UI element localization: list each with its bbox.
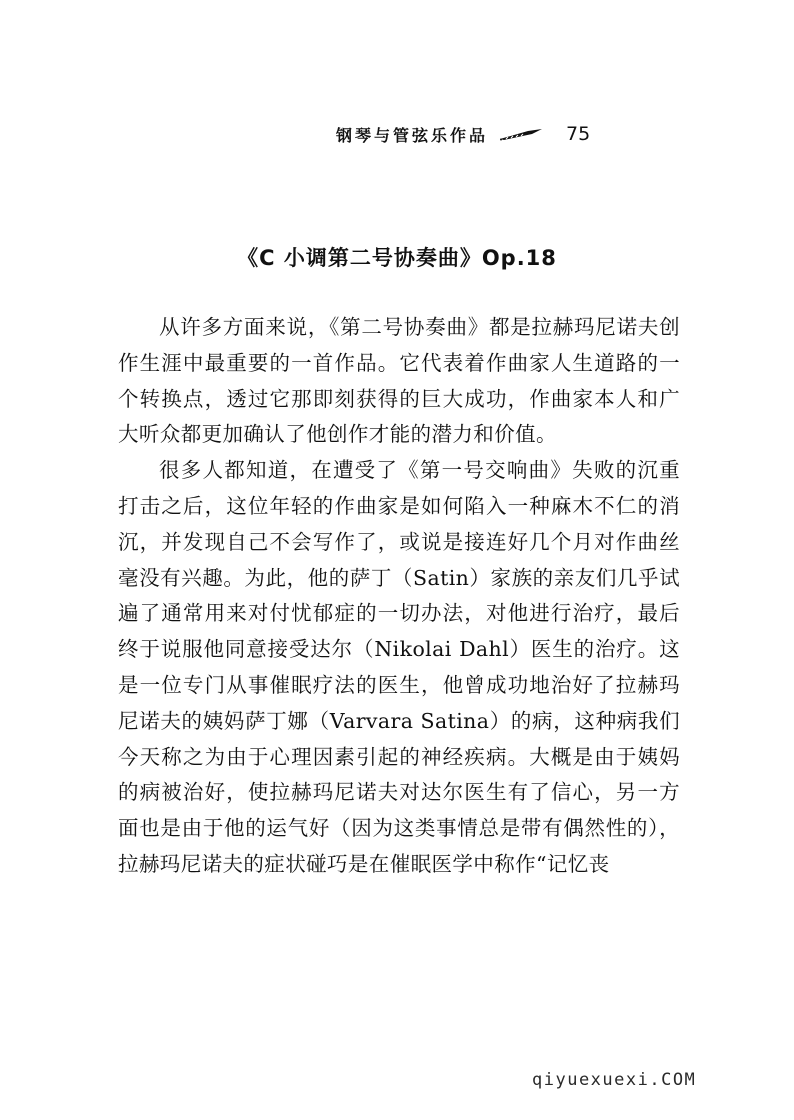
site-watermark: qiyuexuexi.COM [532, 1070, 697, 1090]
body-text [118, 310, 680, 883]
paragraph-1: 从许多方面来说，《第二号协奏曲》都是拉赫玛尼诺夫创作生涯中最重要的一首作品。它代表着作曲家人生道路的一个转换点，透过它那即刻获得的巨大成功，作曲家本人和广大听众都更加确认了他创作才能的潜力和价值。 [118, 315, 680, 447]
running-header-title: 钢琴与管弦乐作品 [336, 125, 489, 145]
pen-nib-icon [498, 127, 546, 141]
paragraph-2: 很多人都知道，在遭受了《第一号交响曲》失败的沉重打击之后，这位年轻的作曲家是如何陷入一种麻木不仁的消沉，并发现自己不会写作了，或说是接连好几个月对作曲丝毫没有兴趣。为此，他的萨丁（Satin）家族的亲友们几乎试遍了通常用来对付忧郁症的一切办法，对他进行治疗，最后终于说服他同意接受达尔（Nikolai Dahl）医生的治疗。这是一位专门从事催眠疗法的医生，他曾成功地治好了拉赫玛尼诺夫的姨妈萨丁娜（Varvara Satina）的病，这种病我们今天称之为由于心理因素引起的神经疾病。大概是由于姨妈的病被治好，使拉赫玛尼诺夫对达尔医生有了信心，另一方面也是由于他的运气好（因为这类事情总是带有偶然性的），拉赫玛尼诺夫的症状碰巧是在催眠医学中称作“记忆丧 [118, 458, 680, 876]
page-number: 75 [566, 123, 591, 145]
running-header [336, 118, 590, 150]
section-title: 《C 小调第二号协奏曲》Op.18 [237, 246, 557, 270]
